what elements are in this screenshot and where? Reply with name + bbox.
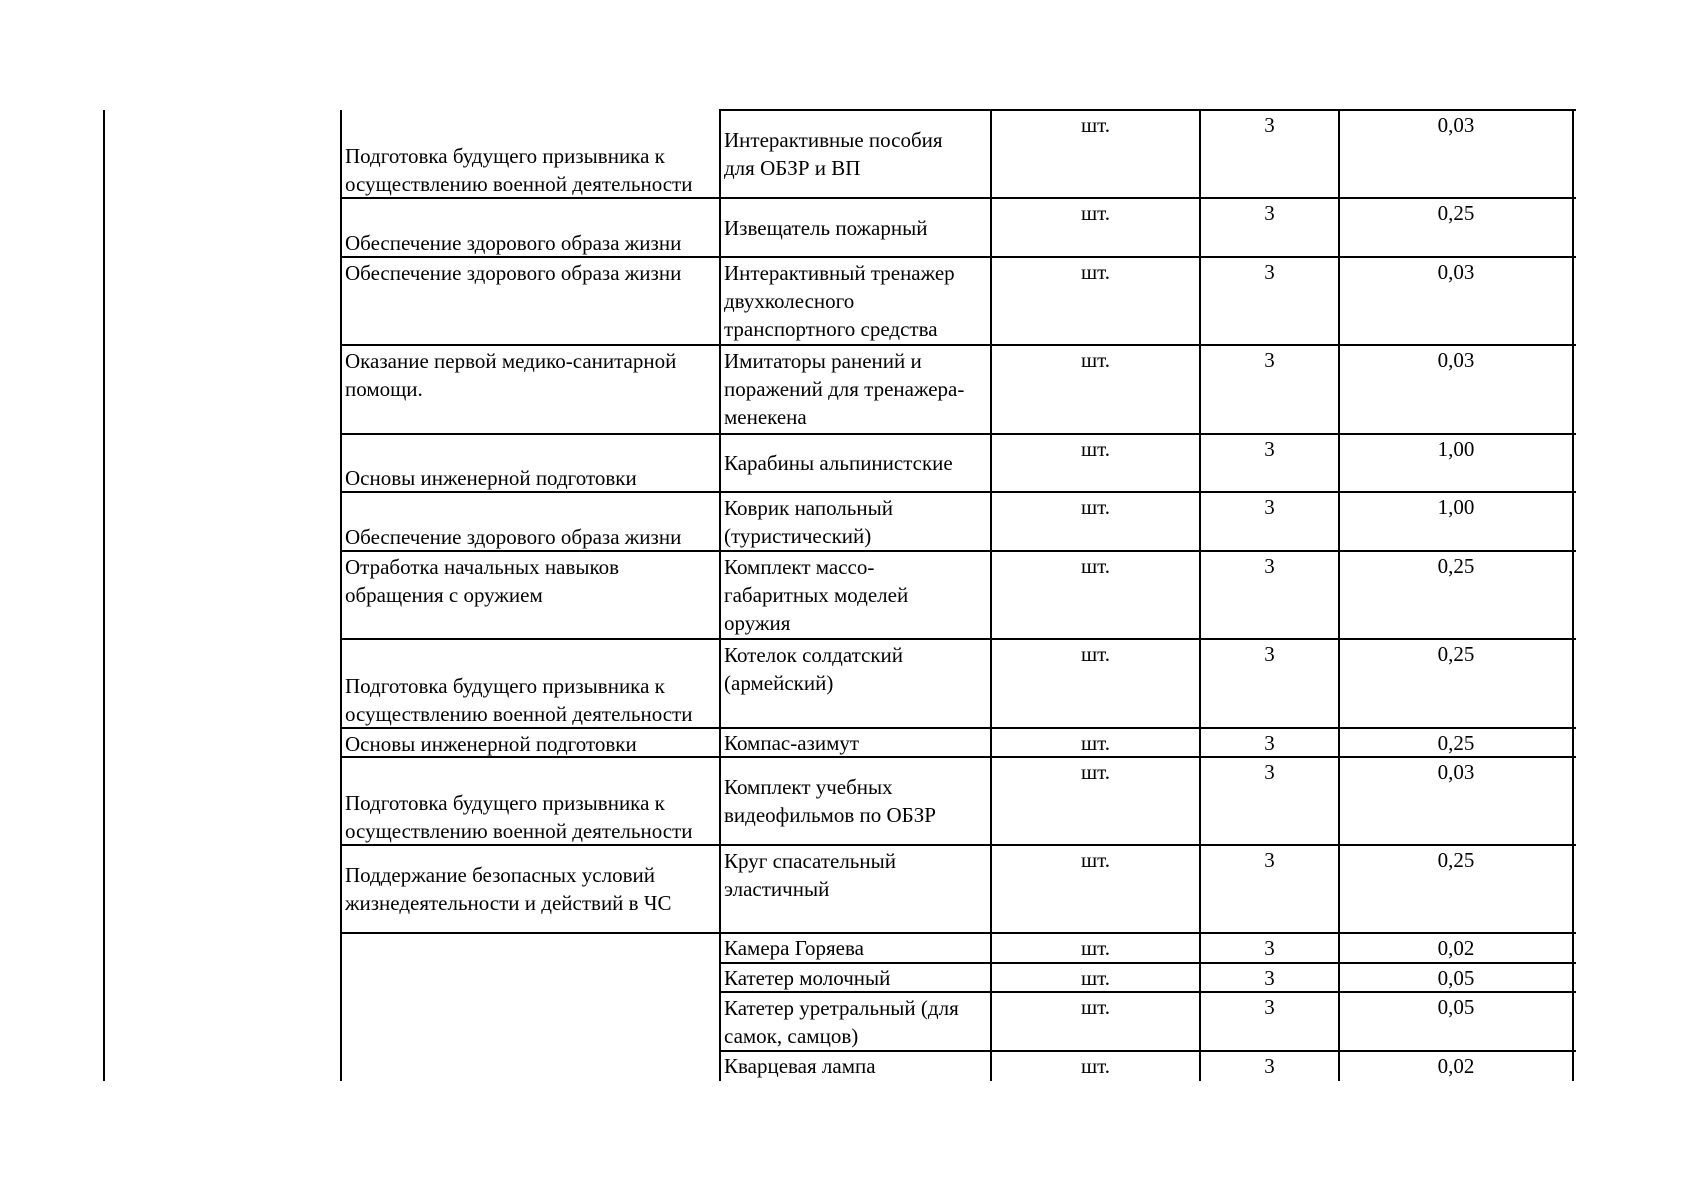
topic-cell bbox=[342, 845, 716, 933]
topic-cell bbox=[342, 110, 716, 198]
item-cell bbox=[719, 757, 988, 845]
item-cell bbox=[719, 198, 988, 257]
value-cell: 0,02 bbox=[1338, 933, 1574, 963]
value-cell: 0,03 bbox=[1338, 257, 1574, 345]
item-cell bbox=[719, 434, 988, 492]
topic-text: осуществлению военной деятельности bbox=[345, 702, 693, 726]
quantity-cell: 3 bbox=[1199, 757, 1338, 845]
topic-cell bbox=[342, 639, 716, 728]
topic-text: жизнедеятельности и действий в ЧС bbox=[345, 891, 672, 915]
unit-cell: шт. bbox=[990, 845, 1199, 933]
quantity-cell: 3 bbox=[1199, 434, 1338, 492]
item-text: Извещатель пожарный bbox=[724, 215, 928, 240]
table-row bbox=[0, 845, 1697, 933]
item-text: менекена bbox=[724, 405, 807, 429]
value-cell: 0,03 bbox=[1338, 345, 1574, 434]
topic-text: осуществлению военной деятельности bbox=[345, 172, 693, 196]
item-text: Коврик напольный bbox=[724, 495, 893, 520]
topic-cell bbox=[342, 728, 716, 757]
unit-cell: шт. bbox=[990, 110, 1199, 198]
item-text: двухколесного bbox=[724, 289, 855, 313]
item-cell bbox=[719, 639, 988, 728]
item-text: Катетер уретральный (для bbox=[724, 995, 959, 1020]
topic-text: осуществлению военной деятельности bbox=[345, 819, 693, 843]
table-row bbox=[0, 492, 1697, 551]
quantity-cell: 3 bbox=[1199, 963, 1338, 992]
unit-cell: шт. bbox=[990, 198, 1199, 257]
topic-text: помощи. bbox=[345, 377, 423, 401]
table-row bbox=[0, 110, 1697, 198]
item-text: (туристический) bbox=[724, 523, 872, 548]
unit-cell: шт. bbox=[990, 963, 1199, 992]
item-text: Котелок солдатский bbox=[724, 643, 904, 667]
quantity-cell: 3 bbox=[1199, 933, 1338, 963]
value-cell: 0,03 bbox=[1338, 110, 1574, 198]
item-cell bbox=[719, 345, 988, 434]
topic-cell bbox=[342, 963, 716, 992]
unit-cell: шт. bbox=[990, 1051, 1199, 1081]
value-cell: 0,05 bbox=[1338, 963, 1574, 992]
item-cell bbox=[719, 933, 988, 963]
unit-cell: шт. bbox=[990, 492, 1199, 551]
value-cell: 1,00 bbox=[1338, 434, 1574, 492]
table-row bbox=[0, 728, 1697, 757]
unit-cell: шт. bbox=[990, 933, 1199, 963]
item-cell bbox=[719, 551, 988, 639]
quantity-cell: 3 bbox=[1199, 551, 1338, 639]
topic-text: Обеспечение здорового образа жизни bbox=[345, 261, 682, 285]
item-text: Комплект учебных bbox=[724, 775, 893, 799]
item-text: Камера Горяева bbox=[724, 936, 864, 960]
table-row bbox=[0, 963, 1697, 992]
topic-cell bbox=[342, 198, 716, 257]
unit-cell: шт. bbox=[990, 639, 1199, 728]
topic-text: Обеспечение здорового образа жизни bbox=[345, 525, 682, 549]
table-row bbox=[0, 434, 1697, 492]
topic-cell bbox=[342, 1051, 716, 1081]
value-cell: 0,05 bbox=[1338, 992, 1574, 1051]
item-text: Комплект массо- bbox=[724, 555, 875, 579]
quantity-cell: 3 bbox=[1199, 992, 1338, 1051]
topic-cell bbox=[342, 757, 716, 845]
value-cell: 0,25 bbox=[1338, 198, 1574, 257]
item-text: Круг спасательный bbox=[724, 849, 896, 873]
unit-cell: шт. bbox=[990, 992, 1199, 1051]
unit-cell: шт. bbox=[990, 257, 1199, 345]
table-row bbox=[0, 992, 1697, 1051]
table-row bbox=[0, 198, 1697, 257]
quantity-cell: 3 bbox=[1199, 345, 1338, 434]
topic-text: обращения с оружием bbox=[345, 583, 543, 607]
topic-text: Обеспечение здорового образа жизни bbox=[345, 231, 682, 255]
topic-text: Оказание первой медико-санитарной bbox=[345, 349, 677, 373]
item-cell bbox=[719, 845, 988, 933]
value-cell: 1,00 bbox=[1338, 492, 1574, 551]
value-cell: 0,25 bbox=[1338, 639, 1574, 728]
topic-text: Подготовка будущего призывника к bbox=[345, 144, 665, 168]
table-row bbox=[0, 639, 1697, 728]
topic-text: Отработка начальных навыков bbox=[345, 555, 620, 579]
quantity-cell: 3 bbox=[1199, 110, 1338, 198]
unit-cell: шт. bbox=[990, 728, 1199, 757]
unit-cell: шт. bbox=[990, 757, 1199, 845]
topic-cell bbox=[342, 933, 716, 963]
value-cell: 0,25 bbox=[1338, 845, 1574, 933]
item-text: Кварцевая лампа bbox=[724, 1054, 876, 1078]
item-text: транспортного средства bbox=[724, 317, 938, 341]
table-row bbox=[0, 257, 1697, 345]
item-text: (армейский) bbox=[724, 671, 834, 695]
value-cell: 0,25 bbox=[1338, 728, 1574, 757]
table-row bbox=[0, 933, 1697, 963]
value-cell: 0,02 bbox=[1338, 1051, 1574, 1081]
topic-cell bbox=[342, 257, 716, 345]
quantity-cell: 3 bbox=[1199, 492, 1338, 551]
topic-cell bbox=[342, 551, 716, 639]
topic-text: Основы инженерной подготовки bbox=[345, 466, 637, 490]
table-row bbox=[0, 1051, 1697, 1081]
item-text: оружия bbox=[724, 611, 791, 635]
item-text: эластичный bbox=[724, 877, 830, 901]
topic-text: Основы инженерной подготовки bbox=[345, 732, 637, 756]
topic-text: Подготовка будущего призывника к bbox=[345, 674, 665, 698]
unit-cell: шт. bbox=[990, 345, 1199, 434]
item-text: поражений для тренажера- bbox=[724, 377, 965, 401]
table-row bbox=[0, 757, 1697, 845]
table-row bbox=[0, 345, 1697, 434]
topic-cell bbox=[342, 345, 716, 434]
topic-text: Поддержание безопасных условий bbox=[345, 863, 655, 887]
item-text: Интерактивный тренажер bbox=[724, 261, 955, 285]
item-text: Компас-азимут bbox=[724, 730, 860, 755]
topic-cell bbox=[342, 434, 716, 492]
item-cell bbox=[719, 992, 988, 1051]
quantity-cell: 3 bbox=[1199, 639, 1338, 728]
item-cell bbox=[719, 728, 988, 757]
quantity-cell: 3 bbox=[1199, 845, 1338, 933]
item-text: Карабины альпинистские bbox=[724, 451, 953, 475]
item-text: габаритных моделей bbox=[724, 583, 909, 607]
quantity-cell: 3 bbox=[1199, 198, 1338, 257]
unit-cell: шт. bbox=[990, 551, 1199, 639]
item-text: видеофильмов по ОБЗР bbox=[724, 803, 936, 827]
value-cell: 0,25 bbox=[1338, 551, 1574, 639]
item-cell bbox=[719, 1051, 988, 1081]
item-cell bbox=[719, 110, 988, 198]
topic-cell bbox=[342, 992, 716, 1051]
value-cell: 0,03 bbox=[1338, 757, 1574, 845]
item-cell bbox=[719, 257, 988, 345]
quantity-cell: 3 bbox=[1199, 1051, 1338, 1081]
item-text: Катетер молочный bbox=[724, 965, 891, 990]
quantity-cell: 3 bbox=[1199, 257, 1338, 345]
unit-cell: шт. bbox=[990, 434, 1199, 492]
topic-text: Подготовка будущего призывника к bbox=[345, 791, 665, 815]
topic-cell bbox=[342, 492, 716, 551]
item-text: Имитаторы ранений и bbox=[724, 349, 922, 373]
item-text: для ОБЗР и ВП bbox=[724, 156, 861, 180]
item-text: Интерактивные пособия bbox=[724, 128, 943, 152]
item-cell bbox=[719, 963, 988, 992]
quantity-cell: 3 bbox=[1199, 728, 1338, 757]
table-row bbox=[0, 551, 1697, 639]
item-cell bbox=[719, 492, 988, 551]
item-text: самок, самцов) bbox=[724, 1023, 859, 1048]
